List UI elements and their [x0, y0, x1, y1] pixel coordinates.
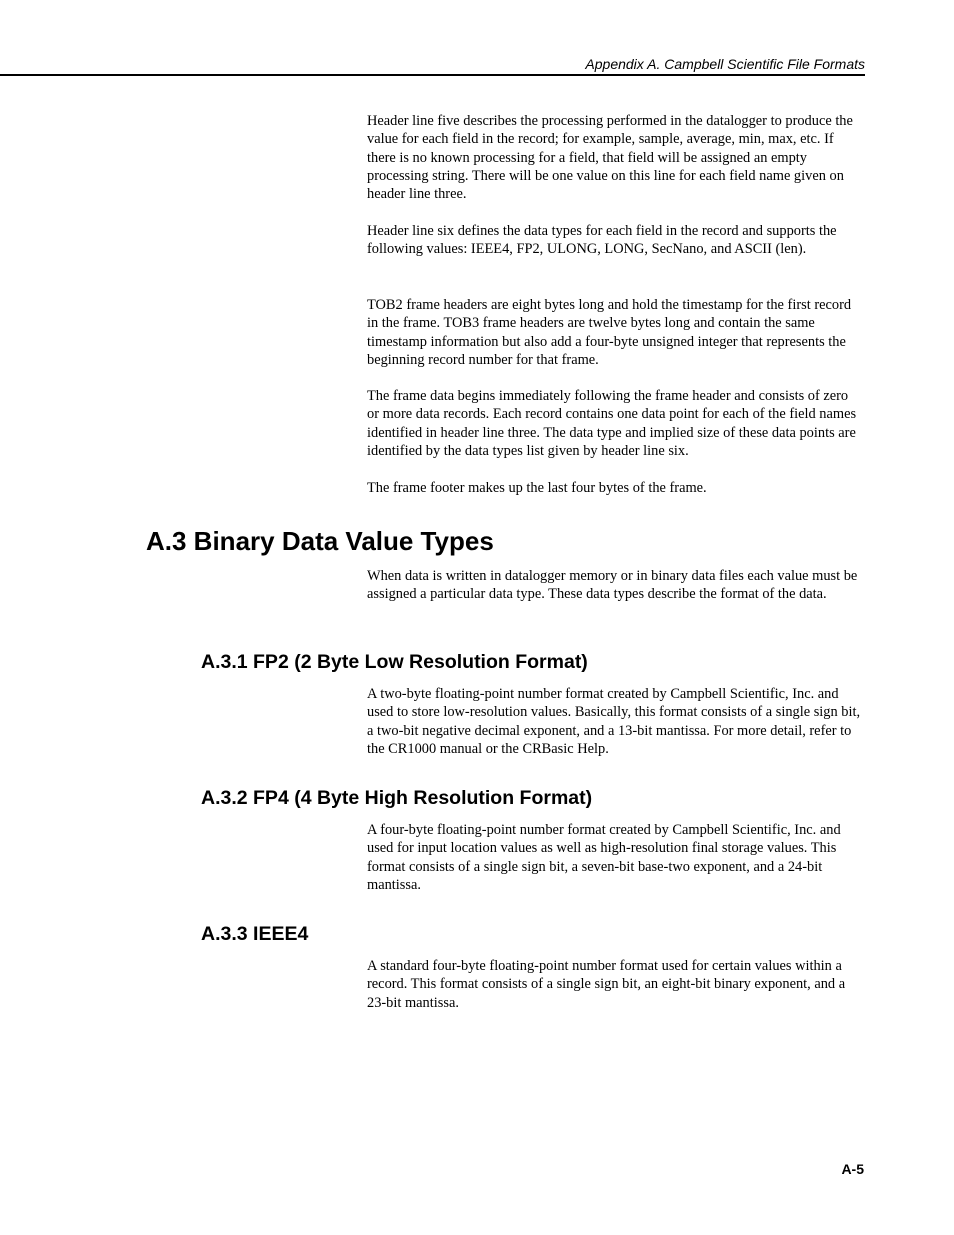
subsection-heading-a3-1: A.3.1 FP2 (2 Byte Low Resolution Format) — [201, 651, 588, 673]
subsection-heading-a3-3: A.3.3 IEEE4 — [201, 923, 309, 945]
subsection-heading-a3-2: A.3.2 FP4 (4 Byte High Resolution Format) — [201, 787, 593, 809]
paragraph-frame-data: The frame data begins immediately following the frame header and consists of zero or more data records. Each record contains one data point for each of the field names identified in header line three. The data type and implied size of these data points are identified by the data types list given by header line six. — [367, 388, 857, 459]
paragraph-frame-footer: The frame footer makes up the last four bytes of the frame. — [367, 480, 707, 496]
paragraph-frame-headers: TOB2 frame headers are eight bytes long and hold the timestamp for the first record in the frame. TOB3 frame headers are twelve bytes long and contain the same timestamp information but also add a four-byte unsigned integer that represents the beginning record number for that frame. — [367, 297, 852, 368]
section-heading-a3: A.3 Binary Data Value Types — [146, 526, 494, 556]
running-header — [0, 54, 865, 76]
page-number: A-5 — [841, 1161, 864, 1177]
subsection-a3-1-body: A two-byte floating-point number format created by Campbell Scientific, Inc. and used to store low-resolution values. Basically, this format consists of a single sign bit, a two-bit negative decimal exponent, and a 13-bit mantissa. For more detail, refer to the CR1000 manual or the CRBasic Help. — [367, 686, 861, 757]
subsection-a3-3-body: A standard four-byte floating-point number format used for certain values within a record. This format consists of a single sign bit, an eight-bit binary exponent, and a 23-bit mantissa. — [367, 958, 846, 1011]
subsection-a3-2-body: A four-byte floating-point number format created by Campbell Scientific, Inc. and used for input location values as well as high-resolution final storage values. This format consists of a single sign bit, a seven-bit base-two exponent, and a 24-bit mantissa. — [367, 822, 841, 893]
section-a3-body: When data is written in datalogger memory or in binary data files each value must be assigned a particular data type. These data types describe the format of the data. — [367, 568, 858, 603]
paragraph-header-line-six: Header line six defines the data types for each field in the record and supports the following values: IEEE4, FP2, ULONG, LONG, SecNano, and ASCII (len). — [367, 223, 837, 258]
paragraph-header-line-five: Header line five describes the processing performed in the datalogger to produce the value for each field in the record; for example, sample, average, min, max, etc. If there is no known processing for a field, that field will be assigned an empty processing string. There will be one value on this line for each field name given on header line three. — [367, 113, 853, 203]
running-header-title: Appendix A. Campbell Scientific File Formats — [585, 56, 865, 72]
